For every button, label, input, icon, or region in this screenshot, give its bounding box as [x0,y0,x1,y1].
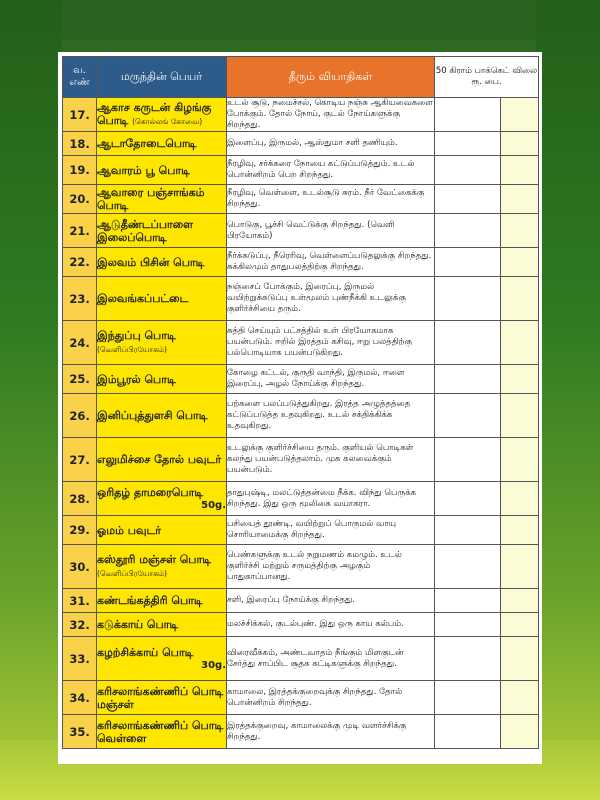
medicine-name [97,394,227,438]
paise-cell [501,98,539,132]
paise-cell [501,613,539,637]
diseases-cured: பசியைத் தூண்டி, வயிற்றுப் பொருமல் வாயு சொரியாமைக்கு சிறந்தது. [227,516,435,545]
rupee-cell [435,321,501,365]
diseases-cured: மலச்சிக்கல், குடல்புண். இது ஒரு காய கல்பம். [227,613,435,637]
medicine-name [97,248,227,277]
diseases-cured: உடல் சூடு, நமைச்சல், கொடிய நஞ்சு ஆகியவைகளை போக்கும். தோல் நோய், குடல் நோய்களுக்கு சிறந்தது. [227,98,433,130]
usage-note: (வெளிப்பிரயோகம்) [97,569,167,578]
rupee-cell [435,681,501,715]
medicine-name-text: கஸ்தூரி மஞ்சள் பொடி [97,553,211,566]
diseases-cured: பற்களை பலப்படுத்துகிறது. இரத்த அழுத்தத்தை கட்டுப்படுத்த உதவுகிறது. உடல் சக்திக்கிக்க உதவுகிறது. [227,394,435,438]
paise-cell [501,321,539,365]
serial-number: 30. [63,545,97,589]
medicine-name-text: எலுமிச்சை தோல் பவுடர் [97,453,222,466]
table-row [63,365,539,394]
serial-number: 28. [63,482,97,516]
medicine-name [97,98,227,132]
table-row [63,185,539,214]
medicine-name-text: கடுக்காய் பொடி [97,618,179,631]
medicine-name [97,277,227,321]
medicine-name [97,545,227,589]
table-row [63,681,539,715]
table-row [63,248,539,277]
medicine-name-text: ஆவாரை பஞ்சாங்கம் பொடி [97,186,205,212]
paise-cell [501,589,539,613]
table-row [63,613,539,637]
rupee-cell [435,98,501,132]
rupee-cell [435,516,501,545]
serial-number: 32. [63,613,97,637]
usage-note: (கொல்லங் கோவை) [132,117,203,126]
diseases-cured: சளி, இரைப்பு நோய்க்கு சிறந்தது. [227,589,435,613]
serial-number: 26. [63,394,97,438]
medicine-name-text: இலவங்கப்பட்டை [97,292,189,305]
diseases-cured: பெண்களுக்கு உடல் நறுமணம் கமழும். உடல் குளிர்ச்சி மற்றும் சருமத்திற்கு அழகும் பாதுகாப்பானது. [227,545,435,589]
rupee-cell [435,394,501,438]
paise-cell [501,545,539,589]
serial-number: 31. [63,589,97,613]
table-row [63,214,539,248]
medicine-name-text: ஆடுதீண்டப்பாளை இலைப்பொடி [97,217,194,244]
table-row [63,394,539,438]
header-serial-number: வ. எண் [63,57,97,98]
medicine-name-text: இம்பூரல் பொடி [97,372,176,386]
diseases-cured: நஞ்சைப் போக்கும், இரைப்பு, இருமல் வயிற்றுக்கடுப்பு உள்மூலம் புண்நீக்கி உடலுக்கு குளிர்ச்சியை தரும். [227,277,435,321]
table-row [63,637,539,681]
table-row [63,277,539,321]
medicine-name [97,438,227,482]
serial-number: 19. [63,156,97,185]
medicine-table [62,56,539,749]
table-row [63,482,539,516]
medicine-name-text: இலவம் பிசின் பொடி [97,255,205,269]
rupee-cell [435,482,501,516]
serial-number: 27. [63,438,97,482]
paise-cell [501,185,539,214]
table-row [63,156,539,185]
serial-number: 18. [63,132,97,156]
rupee-cell [435,156,501,185]
paise-cell [501,394,539,438]
serial-number: 33. [63,637,97,681]
header-packet-price: 50 கிராம் பாக்கெட் விலை ரூ. பை. [435,57,539,98]
serial-number: 24. [63,321,97,365]
serial-number: 25. [63,365,97,394]
rupee-cell [435,277,501,321]
paise-cell [501,248,539,277]
diseases-cured: தாதுபுஷ்டி, மலட்டுத்தன்மை நீக்க. விந்து பெருக்க சிறந்தது. இது ஒரு மூலிகை வயாகரா. [227,482,435,516]
rupee-cell [435,185,501,214]
table-row [63,589,539,613]
page-background-left [0,0,62,800]
diseases-cured: கோழை கட்டல், குருதி வாந்தி, இருமல், ஈளை இரைப்பு, அழல் நோய்க்கு சிறந்தது. [227,365,435,394]
medicine-name-text: கரிசலாங்கண்ணிப் பொடி வெள்ளை [97,718,224,745]
diseases-cured: பொடுகு, பூச்சி வெட்டுக்கு சிறந்தது. (வெளி பிரயோகம்) [227,214,435,248]
rupee-cell [435,589,501,613]
serial-number: 23. [63,277,97,321]
medicine-name [97,681,227,715]
medicine-name [97,482,227,516]
paise-cell [501,715,539,749]
diseases-cured: இளைப்பு, இருமல், ஆஸ்துமா சளி தணியும். [227,132,435,156]
table-header-row [63,57,539,98]
medicine-name [97,637,227,681]
table-row [63,321,539,365]
table-row [63,132,539,156]
paise-cell [501,516,539,545]
table-row [63,98,539,132]
medicine-name-text: ஆவாரம் பூ பொடி [97,163,190,177]
diseases-cured: சுத்தி செய்யும் பட்சத்தில் உள் பிரயோகமாக பயன்படும். ஈறில் இரத்தம் கசிவு, ஈறு பலத்திற்கு பல்பொடியாக பயன்படுகிறது. [227,321,435,365]
page-background-right [536,0,600,800]
weight-label: 50g. [201,499,226,511]
rupee-cell [435,715,501,749]
diseases-cured: நீர்க்கடுப்பு, நீரெரிவு, வெள்ளைப்படுதலுக்கு சிறந்தது. சுக்கிலமும் தாதுபலத்திற்கு சிறந்தது. [227,248,435,277]
rupee-cell [435,613,501,637]
usage-note: (வெளிப்பிரயோகம்) [97,345,167,354]
medicine-name-text: கழற்சிக்காய் பொடி [97,645,194,659]
serial-number: 35. [63,715,97,749]
diseases-cured: உடலுக்கு குளிர்ச்சியை தரும். குளியல் பொடிகள் கலந்து பயன்படுத்தலாம். முக கலவைக்கும் பயன்படும். [227,438,435,482]
medicine-name [97,365,227,394]
medicine-name [97,715,227,749]
table-row [63,715,539,749]
paise-cell [501,214,539,248]
medicine-name-text: ஆடாதோடைபொடி [97,137,197,150]
medicine-name-text: இனிப்புத்துளசி பொடி [97,409,208,422]
table-row [63,516,539,545]
medicine-name-text: கண்டங்கத்திரி பொடி [97,594,203,607]
weight-label: 30g. [201,659,226,671]
paise-cell [501,365,539,394]
medicine-name [97,214,227,248]
table-row [63,545,539,589]
diseases-cured: விரைவீக்கம், அண்டவாதம் நீங்கும் மிளகுடன் சேர்த்து சாப்பிட சூதக கட்டிகளுக்கு சிறந்தது. [227,637,435,681]
paise-cell [501,132,539,156]
medicine-name-text: ஆகாச கருடன் கிழங்கு பொடி [97,101,212,127]
rupee-cell [435,132,501,156]
paise-cell [501,438,539,482]
medicine-name-text: ஓமம் பவுடர் [97,523,161,537]
medicine-name [97,185,227,214]
medicine-name [97,132,227,156]
rupee-cell [435,248,501,277]
serial-number: 22. [63,248,97,277]
medicine-name-text: இந்துப்பு பொடி [97,329,176,342]
page-background-top [0,0,600,40]
header-diseases-cured: தீரும் வியாதிகள் [227,57,435,98]
paise-cell [501,277,539,321]
table-row [63,438,539,482]
medicine-name [97,516,227,545]
diseases-cured: நீரழிவு, சர்க்கரை நோயை கட்டுப்படுத்தும். உடல் பொன்னிறம் பெற சிறந்தது. [227,156,435,185]
serial-number: 34. [63,681,97,715]
paise-cell [501,637,539,681]
diseases-cured: நீரழிவு, வெள்ளை, உடல்சூடு சுரம். நீர் வேட்கைக்கு சிறந்தது. [227,185,435,214]
rupee-cell [435,214,501,248]
paise-cell [501,156,539,185]
paise-cell [501,681,539,715]
medicine-name [97,156,227,185]
serial-number: 29. [63,516,97,545]
paise-cell [501,482,539,516]
diseases-cured: இரத்தக்குறைவு, காமாலைக்கு முடி வளர்ச்சிக்கு சிறந்தது. [227,715,435,749]
rupee-cell [435,438,501,482]
rupee-cell [435,637,501,681]
diseases-cured: காமாலை, இரத்தக்குறைவுக்கு சிறந்தது. தோல் பொன்னிறம் சிறந்தது. [227,681,435,715]
serial-number: 17. [63,98,97,132]
medicine-name [97,589,227,613]
medicine-name-text: ஒரிதழ் தாமரைபொடி [97,485,204,499]
rupee-cell [435,545,501,589]
header-medicine-name: மருந்தின் பெயர் [97,57,227,98]
medicine-name [97,321,227,365]
medicine-name [97,613,227,637]
rupee-cell [435,365,501,394]
serial-number: 20. [63,185,97,214]
medicine-name-text: கரிசலாங்கண்ணிப் பொடி மஞ்சள் [97,684,224,711]
serial-number: 21. [63,214,97,248]
